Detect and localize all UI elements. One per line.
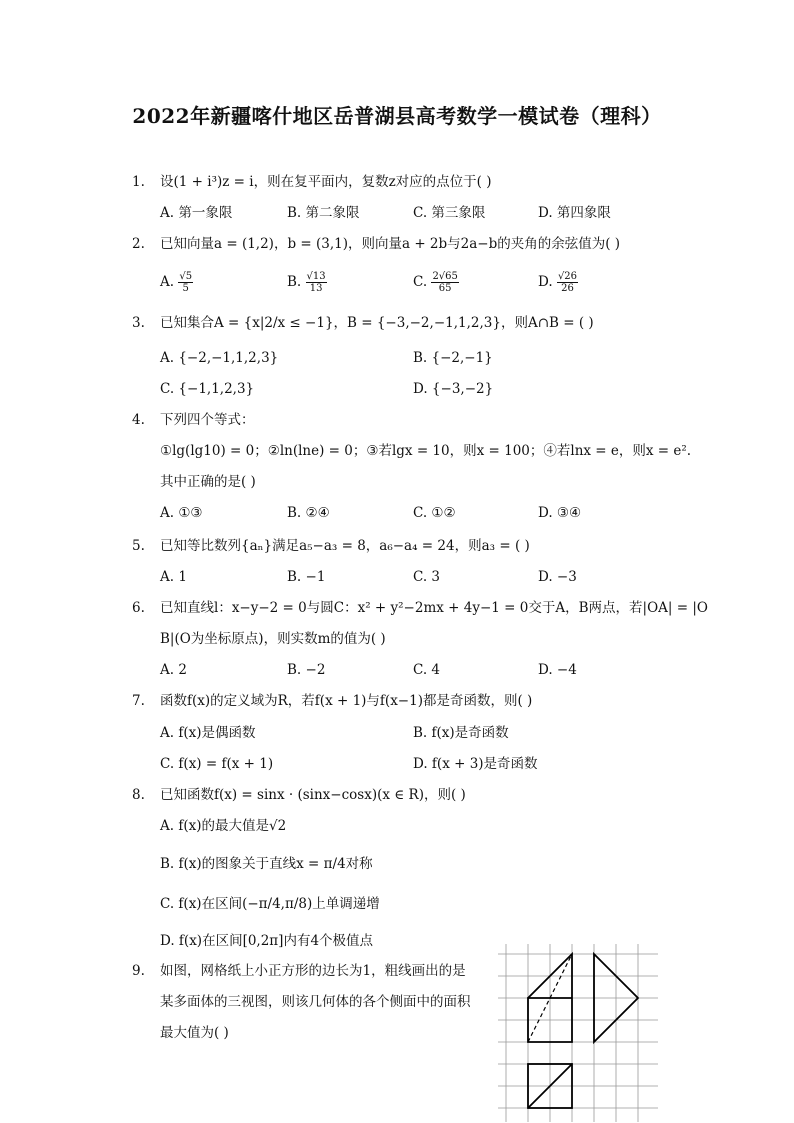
numerator: √26 bbox=[557, 271, 578, 282]
option-d: D. f(x + 3)是奇函数 bbox=[413, 756, 538, 772]
denominator: 26 bbox=[561, 283, 574, 294]
option-b: B. f(x)的图象关于直线x = π/4对称 bbox=[160, 856, 373, 872]
question-stem: 已知集合A = {x|2/x ≤ −1}，B = {−3,−2,−1,1,2,3}，则A∩B = ( ) bbox=[160, 315, 594, 331]
three-view-figure bbox=[498, 944, 660, 1122]
question-number: 3. bbox=[132, 315, 145, 331]
fraction bbox=[431, 271, 458, 294]
question-number: 6. bbox=[132, 600, 145, 616]
option-c: C. f(x)在区间(−π/4,π/8)上单调递增 bbox=[160, 896, 380, 912]
numerator: √5 bbox=[179, 271, 193, 282]
option-a: A. 1 bbox=[160, 569, 187, 585]
question-stem: 已知向量a = (1,2)，b = (3,1)，则向量a + 2b与2a−b的夹角的余弦值为( ) bbox=[160, 236, 621, 252]
question-line: B|(O为坐标原点)，则实数m的值为( ) bbox=[160, 631, 386, 647]
option-d: D. ③④ bbox=[538, 505, 582, 521]
option-c: C. f(x) = f(x + 1) bbox=[160, 756, 274, 772]
option-a: A. 第一象限 bbox=[160, 205, 233, 221]
option-a: A. ①③ bbox=[160, 505, 203, 521]
option-b: B. f(x)是奇函数 bbox=[413, 725, 509, 741]
question-number: 8. bbox=[132, 787, 145, 803]
denominator: 5 bbox=[182, 283, 189, 294]
question-number: 4. bbox=[132, 412, 145, 428]
question-line: 某多面体的三视图，则该几何体的各个侧面中的面积 bbox=[160, 994, 471, 1010]
question-number: 1. bbox=[132, 174, 145, 190]
question-number: 2. bbox=[132, 236, 145, 252]
option-b: B. 第二象限 bbox=[287, 205, 360, 221]
question-number: 5. bbox=[132, 538, 145, 554]
option-c bbox=[413, 271, 459, 294]
fraction bbox=[178, 271, 193, 294]
fraction bbox=[557, 271, 578, 294]
denominator: 13 bbox=[309, 283, 323, 294]
question-stem: 已知等比数列{aₙ}满足a₅−a₃ = 8，a₆−a₄ = 24，则a₃ = ( ) bbox=[160, 538, 530, 554]
option-b: B. −2 bbox=[287, 662, 326, 678]
option-a: A. f(x)是偶函数 bbox=[160, 725, 256, 741]
option-d: D. −4 bbox=[538, 662, 577, 678]
option-a: A. {−2,−1,1,2,3} bbox=[160, 350, 279, 366]
option-d bbox=[538, 271, 578, 294]
option-label: D. bbox=[538, 274, 553, 290]
question-stem: 已知函数f(x) = sinx · (sinx−cosx)(x ∈ R)，则( ) bbox=[160, 787, 466, 803]
option-c: C. 第三象限 bbox=[413, 205, 486, 221]
numerator: √13 bbox=[306, 271, 326, 282]
option-a bbox=[160, 271, 193, 294]
page-title: 2022年新疆喀什地区岳普湖县高考数学一模试卷（理科） bbox=[132, 104, 662, 128]
option-b: B. {−2,−1} bbox=[413, 350, 493, 366]
option-d: D. 第四象限 bbox=[538, 205, 611, 221]
denominator: 65 bbox=[438, 283, 452, 294]
option-c: C. 3 bbox=[413, 569, 441, 585]
question-stem: 如图，网格纸上小正方形的边长为1，粗线画出的是 bbox=[160, 963, 466, 979]
question-stem: 设(1 + i³)z = i，则在复平面内，复数z对应的点位于( ) bbox=[160, 174, 492, 190]
question-number: 7. bbox=[132, 693, 145, 709]
question-number: 9. bbox=[132, 963, 145, 979]
option-label: B. bbox=[287, 274, 302, 290]
option-b: B. −1 bbox=[287, 569, 326, 585]
grid-lines bbox=[498, 944, 658, 1122]
question-stem: 下列四个等式： bbox=[160, 412, 255, 428]
option-c: C. {−1,1,2,3} bbox=[160, 381, 255, 397]
fraction bbox=[306, 271, 327, 294]
option-a: A. 2 bbox=[160, 662, 187, 678]
question-line: ①lg(lg10) = 0；②ln(lne) = 0；③若lgx = 10，则x = 100；④若lnx = e，则x = e². bbox=[160, 443, 692, 459]
option-b: B. ②④ bbox=[287, 505, 330, 521]
option-c: C. ①② bbox=[413, 505, 456, 521]
question-stem: 已知直线l：x−y−2 = 0与圆C：x² + y²−2mx + 4y−1 = 0交于A，B两点，若|OA| = |O bbox=[160, 600, 708, 616]
option-c: C. 4 bbox=[413, 662, 441, 678]
question-line: 最大值为( ) bbox=[160, 1025, 229, 1041]
option-label: A. bbox=[160, 274, 175, 290]
option-label: C. bbox=[413, 274, 428, 290]
numerator: 2√65 bbox=[432, 271, 458, 282]
option-d: D. −3 bbox=[538, 569, 577, 585]
option-d: D. f(x)在区间[0,2π]内有4个极值点 bbox=[160, 933, 374, 949]
question-line: 其中正确的是( ) bbox=[160, 474, 256, 490]
option-b bbox=[287, 271, 327, 294]
option-a: A. f(x)的最大值是√2 bbox=[160, 818, 287, 834]
question-stem: 函数f(x)的定义域为R，若f(x + 1)与f(x−1)都是奇函数，则( ) bbox=[160, 693, 533, 709]
option-d: D. {−3,−2} bbox=[413, 381, 494, 397]
